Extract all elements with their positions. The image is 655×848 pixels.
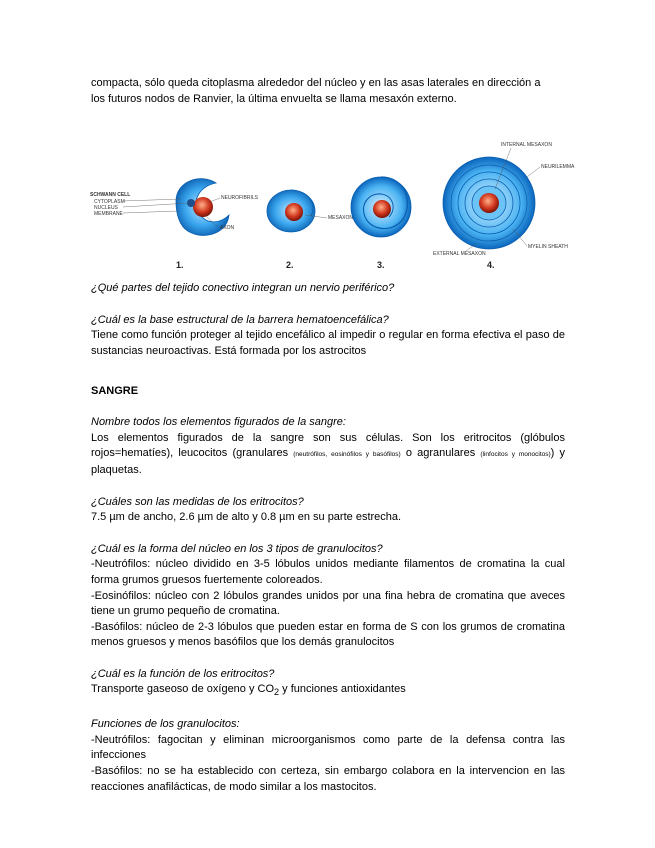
label-myelin-sheath: MYELIN SHEATH [528,244,568,251]
answer-neutrofilos-nucleo: -Neutrófilos: núcleo dividido en 3-5 lóbulos unidos mediante filamentos de cromatina la cual forma grumos gruesos fuertemente coloreados. [91,558,565,586]
answer-basofilos-nucleo: -Basófilos: núcleo de 2-3 lóbulos que pueden estar en forma de S con los grumos de cromatina menos gruesos y menos basófilos que los demás granulocitos [91,620,565,649]
answer-elementos-part-1: Los elementos figurados de la sangre son sus células. Son los eritrocitos (glóbulos rojos=hematíes), leucocitos (granulares [91,431,565,460]
question-nervio-periferico: ¿Qué partes del tejido conectivo integran un nervio periférico? [91,282,395,295]
answer-neutrofilos-funcion: -Neutrófilos: fagocitan y eliminan microorganismos como parte de la defensa contra las infecciones [91,733,565,762]
answer-funcion-after: y funciones antioxidantes [279,683,406,696]
stage-4-cell [443,157,535,249]
question-elementos-figurados: Nombre todos los elementos figurados de la sangre: [91,416,346,429]
label-external-mesaxon: EXTERNAL MESAXON [433,251,486,258]
answer-barrera-hematoencefalica: Tiene como función proteger al tejido encefálico al impedir o regular en forma efectiva el paso de sustancias neuroactivas. Está formada por los astrocitos [91,329,565,357]
answer-funcion-eritrocitos [91,682,565,701]
answer-basofilos-funcion: -Basófilos: no se ha establecido con certeza, sin embargo colabora en la intervencion en las reacciones anafilácticas, de modo similar a los mastocitos. [91,765,565,793]
label-nucleus: NUCLEUS [94,205,118,212]
label-mesaxon: MESAXON [328,215,354,222]
answer-funcion-before: Transporte gaseoso de oxígeno y CO [91,683,275,696]
label-cytoplasm: CYTOPLASM [94,199,125,206]
step-number-3: 3. [377,260,385,271]
label-schwann-cell: SCHWANN CELL [90,192,131,199]
step-number-1: 1. [176,260,184,271]
intro-paragraph [91,76,565,107]
myelination-diagram [81,111,575,271]
answer-elementos-granulares: (neutrófilos, eosinófilos y basófilos) [293,451,401,459]
label-axon: AXON [220,225,235,232]
step-number-2: 2. [286,260,294,271]
answer-elementos-part-2: o agranulares [400,447,481,460]
document-page [90,76,575,795]
myelination-figure [90,111,575,271]
answer-eosinofilos-nucleo: -Eosinófilos: núcleo con 2 lóbulos grandes unidos por una fina hebra de cromatina que aveces tiene un grumo pequeño de cromatina. [91,589,565,618]
stage-2-cell [267,190,315,232]
label-internal-mesaxon: INTERNAL MESAXON [501,142,552,149]
stage-3-cell [351,177,411,237]
label-membrane: MEMBRANE [94,211,123,218]
question-medidas-eritrocitos: ¿Cuáles son las medidas de los eritrocitos? [91,495,304,508]
question-forma-nucleo: ¿Cuál es la forma del núcleo en los 3 tipos de granulocitos? [91,542,383,555]
step-number-4: 4. [487,260,495,271]
label-neurofibrils: NEUROFIBRILS [221,195,258,202]
intro-line-1: compacta, sólo queda citoplasma alrededor del núcleo y en las asas laterales en dirección a [91,77,541,89]
answer-elementos-part-3: ) y plaquetas. [91,447,565,476]
answer-funcion-subscript: 2 [274,687,280,698]
section-title-sangre: SANGRE [91,384,139,397]
label-neurilemma: NEURILEMMA [541,164,575,171]
question-barrera-hematoencefalica: ¿Cuál es la base estructural de la barrera hematoencefálica? [91,313,389,326]
intro-line-2: los futuros nodos de Ranvier, la última envuelta se llama mesaxón externo. [91,92,457,105]
answer-elementos-agranulares: (linfocitos y monocitos) [480,451,551,459]
answer-medidas-eritrocitos: 7.5 µm de ancho, 2.6 µm de alto y 0.8 µm en su parte estrecha. [91,511,402,524]
question-funciones-granulocitos: Funciones de los granulocitos: [91,718,240,731]
answer-elementos-figurados [91,431,565,479]
question-funcion-eritrocitos: ¿Cuál es la función de los eritrocitos? [91,667,275,680]
